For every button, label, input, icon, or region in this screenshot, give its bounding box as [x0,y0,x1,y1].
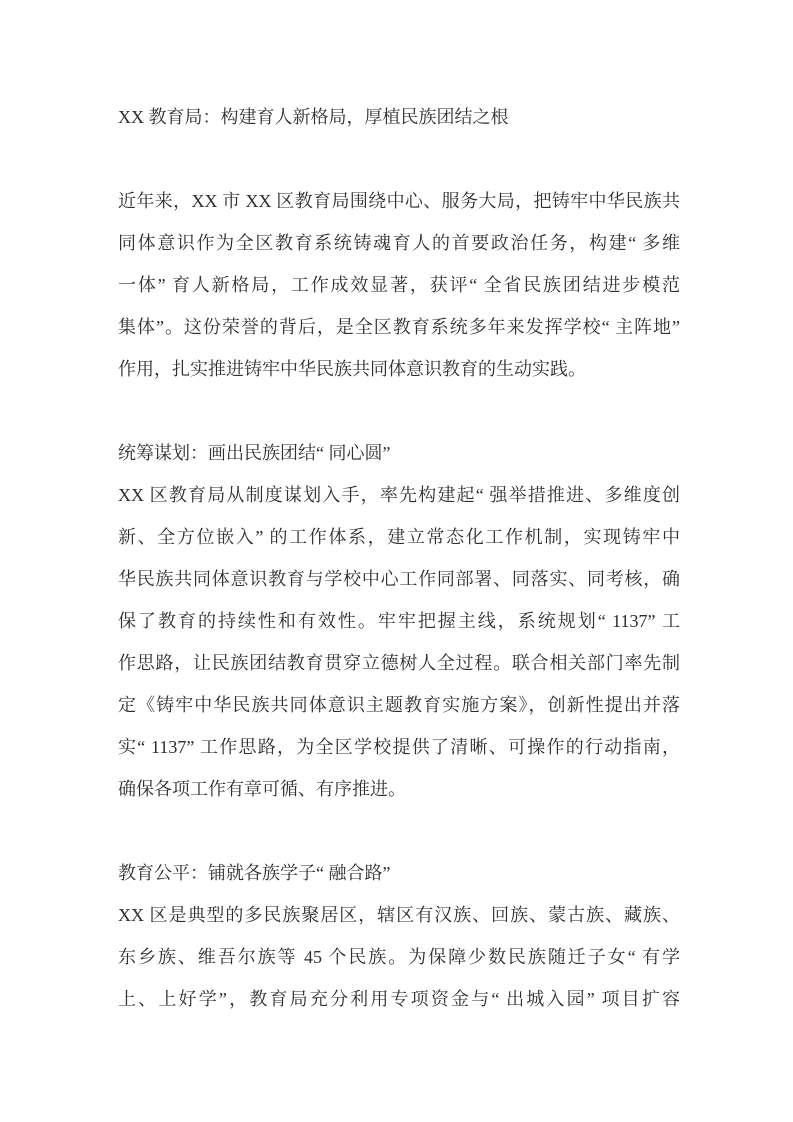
text-line: 保了教育的持续性和有效性。牢牢把握主线，系统规划“ 1137” 工 [118,611,680,631]
text-line: 新、全方位嵌入” 的工作体系，建立常态化工作机制，实现铸牢中 [118,527,680,547]
text-line: 同体意识作为全区教育系统铸魂育人的首要政治任务，构建“ 多维 [118,233,680,253]
section-heading-planning [118,432,680,474]
text-line: 华民族共同体意识教育与学校中心工作同部署、同落实、同考核，确 [118,569,680,589]
text-line: XX 区是典型的多民族聚居区，辖区有汉族、回族、蒙古族、藏族、 [118,905,680,925]
text-line: 作用，扎实推进铸牢中华民族共同体意识教育的生动实践。 [118,359,586,379]
paragraph-equity [118,894,680,1020]
text-line: 一体” 育人新格局，工作成效显著，获评“ 全省民族团结进步模范 [118,275,680,295]
title-text: XX 教育局：构建育人新格局，厚植民族团结之根 [118,107,509,127]
heading-text: 教育公平：铺就各族学子“ 融合路” [118,863,391,883]
text-line: XX 区教育局从制度谋划入手，率先构建起“ 强举措推进、多维度创 [118,485,680,505]
section-heading-equity [118,852,680,894]
document-title [118,96,680,138]
text-line: 东乡族、维吾尔族等 45 个民族。为保障少数民族随迁子女“ 有学 [118,947,680,967]
text-line: 实“ 1137” 工作思路，为全区学校提供了清晰、可操作的行动指南， [118,737,680,757]
text-line: 上、上好学”，教育局充分利用专项资金与“ 出城入园” 项目扩容 [118,989,680,1009]
paragraph-intro [118,180,680,390]
heading-text: 统筹谋划：画出民族团结“ 同心圆” [118,443,391,463]
text-line: 定《铸牢中华民族共同体意识主题教育实施方案》，创新性提出并落 [118,695,680,715]
paragraph-planning [118,474,680,810]
text-line: 近年来，XX 市 XX 区教育局围绕中心、服务大局，把铸牢中华民族共 [118,191,680,211]
text-line: 确保各项工作有章可循、有序推进。 [118,779,406,799]
text-line: 作思路，让民族团结教育贯穿立德树人全过程。联合相关部门率先制 [118,653,680,673]
text-line: 集体”。这份荣誉的背后，是全区教育系统多年来发挥学校“ 主阵地” [118,317,680,337]
